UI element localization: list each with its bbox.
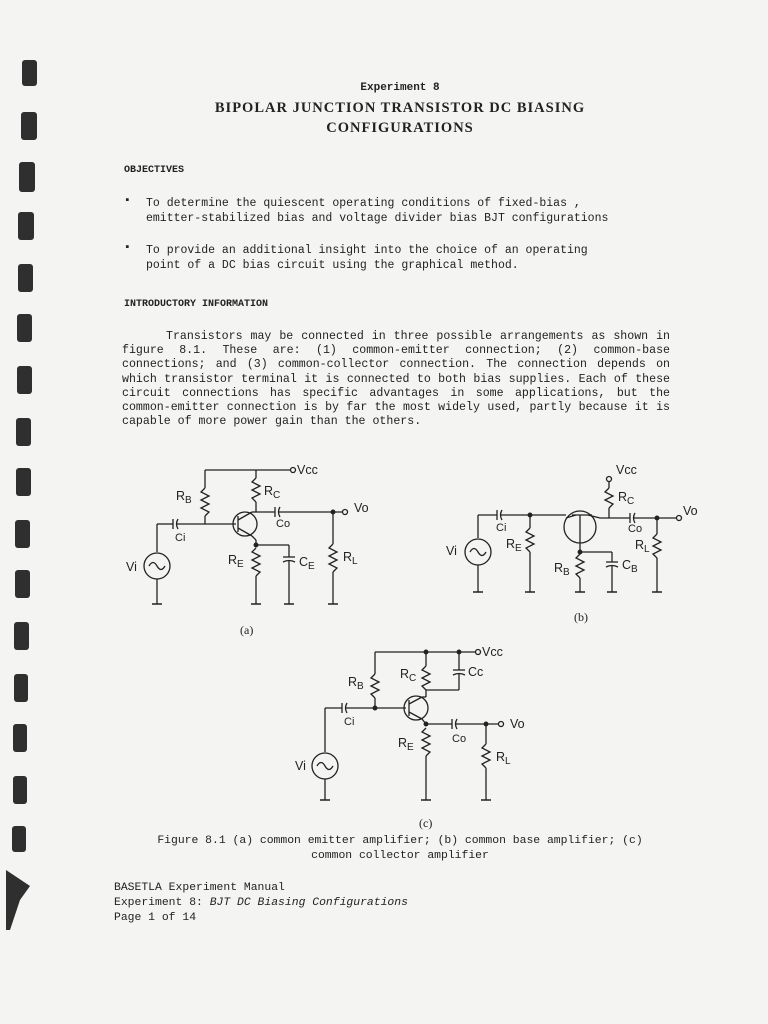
caption-line-1: Figure 8.1 (a) common emitter amplifier; (b) common base amplifier; (c) [157,835,643,847]
a-figure-label: (a) [240,623,254,637]
b-figure-label: (b) [574,610,588,624]
c-vi-label: Vi [295,759,306,773]
svg-text:Ci [344,716,354,728]
svg-text:Cc [468,665,483,679]
c-co-label: Co [452,733,467,745]
svg-text:Vi [126,560,137,574]
bullet-icon: ▪ [124,242,131,254]
svg-text:RL: $R_L$ [635,538,650,555]
title-line-2: CONFIGURATIONS [326,120,474,136]
c-vo-label: Vo [510,717,525,731]
c-cc-label: Cc [468,665,484,679]
svg-text:RE: $R_E$ [398,736,414,753]
svg-text:RB: $R_B$ [348,675,364,692]
a-co-label: Co [276,518,291,530]
svg-text:(a) [240,623,253,637]
a-vo-label: Vo [354,501,369,515]
svg-text:Vcc [616,463,637,477]
svg-text:Ci [496,522,506,534]
svg-text:Co [276,518,290,530]
svg-text:RC: $R_C$ [618,490,635,507]
svg-text:RL: $R_L$ [343,550,358,567]
b-vcc-label: Vcc [616,463,637,477]
svg-text:Vcc [297,463,318,477]
svg-text:CE: $C_E$ [299,555,315,572]
svg-text:Vo [683,504,698,518]
b-co-label: Co [628,523,643,535]
svg-text:Vo [510,717,525,731]
b-vo-label: Vo [683,504,698,518]
svg-text:RC: $R_C$ [264,484,281,501]
svg-text:RE: $R_E$ [228,553,244,570]
b-ci-label: Ci [496,522,507,534]
svg-text:(b) [574,610,588,624]
svg-text:RB: $R_B$ [554,561,570,578]
svg-text:RL: $R_L$ [496,750,511,767]
intro-heading: INTRODUCTORY INFORMATION [124,299,269,310]
c-ci-label: Ci [344,716,355,728]
a-vcc-label: Vcc [297,463,318,477]
c-figure-label: (c) [419,816,433,830]
b-vi-label: Vi [446,544,457,558]
svg-text:Ci [175,532,185,544]
svg-text:(c) [419,816,432,830]
a-ci-label: Ci [175,532,186,544]
footer-page-number: Page 1 of 14 [114,912,197,924]
footer-experiment: Experiment 8: BJT DC Biasing Configurations [114,897,408,909]
footer-manual-name: BASETLA Experiment Manual [114,882,285,894]
bullet-icon: ▪ [124,195,131,207]
svg-text:RE: $R_E$ [506,537,522,554]
circuit-b-labels [446,463,698,624]
title-line-1: BIPOLAR JUNCTION TRANSISTOR DC BIASING [214,100,586,116]
c-vcc-label: Vcc [482,645,503,659]
figure-caption [100,834,700,864]
svg-text:Co [452,733,466,745]
svg-text:RC: $R_C$ [400,667,417,684]
objective-text-1: To determine the quiescent operating conditions of fixed-bias , emitter-stabilized bias and voltage divider bias BJT configurations [146,197,609,225]
svg-text:Vi [295,759,306,773]
page-footer [114,881,408,926]
intro-text: Transistors may be connected in three possible arrangements as shown in figure 8.1. These are: (1) common-emitter connection; (2) common-base connections; and (3) common-collector connection. The connection depends on which transistor terminal it is connected to both bias supplies. Each of these circuit connections has specific advantages in some applications, but the common-emitter connection is by far the most widely used, partly because it is capable of more power gain than the others. [122,330,670,429]
svg-text:Co [628,523,642,535]
svg-text:RB: $R_B$ [176,489,192,506]
a-vi-label: Vi [126,560,137,574]
circuit-c-labels [295,645,525,830]
svg-text:CB: $C_B$ [622,558,638,575]
objectives-heading: OBJECTIVES [124,165,185,176]
svg-text:Vi [446,544,457,558]
circuit-b [465,477,682,593]
caption-line-2: common collector amplifier [311,850,489,862]
svg-text:Vcc [482,645,503,659]
experiment-number: Experiment 8 [360,82,440,94]
svg-text:Vo [354,501,369,515]
objective-text-2: To provide an additional insight into the choice of an operating point of a DC bias circuit using the graphical method. [146,244,588,272]
